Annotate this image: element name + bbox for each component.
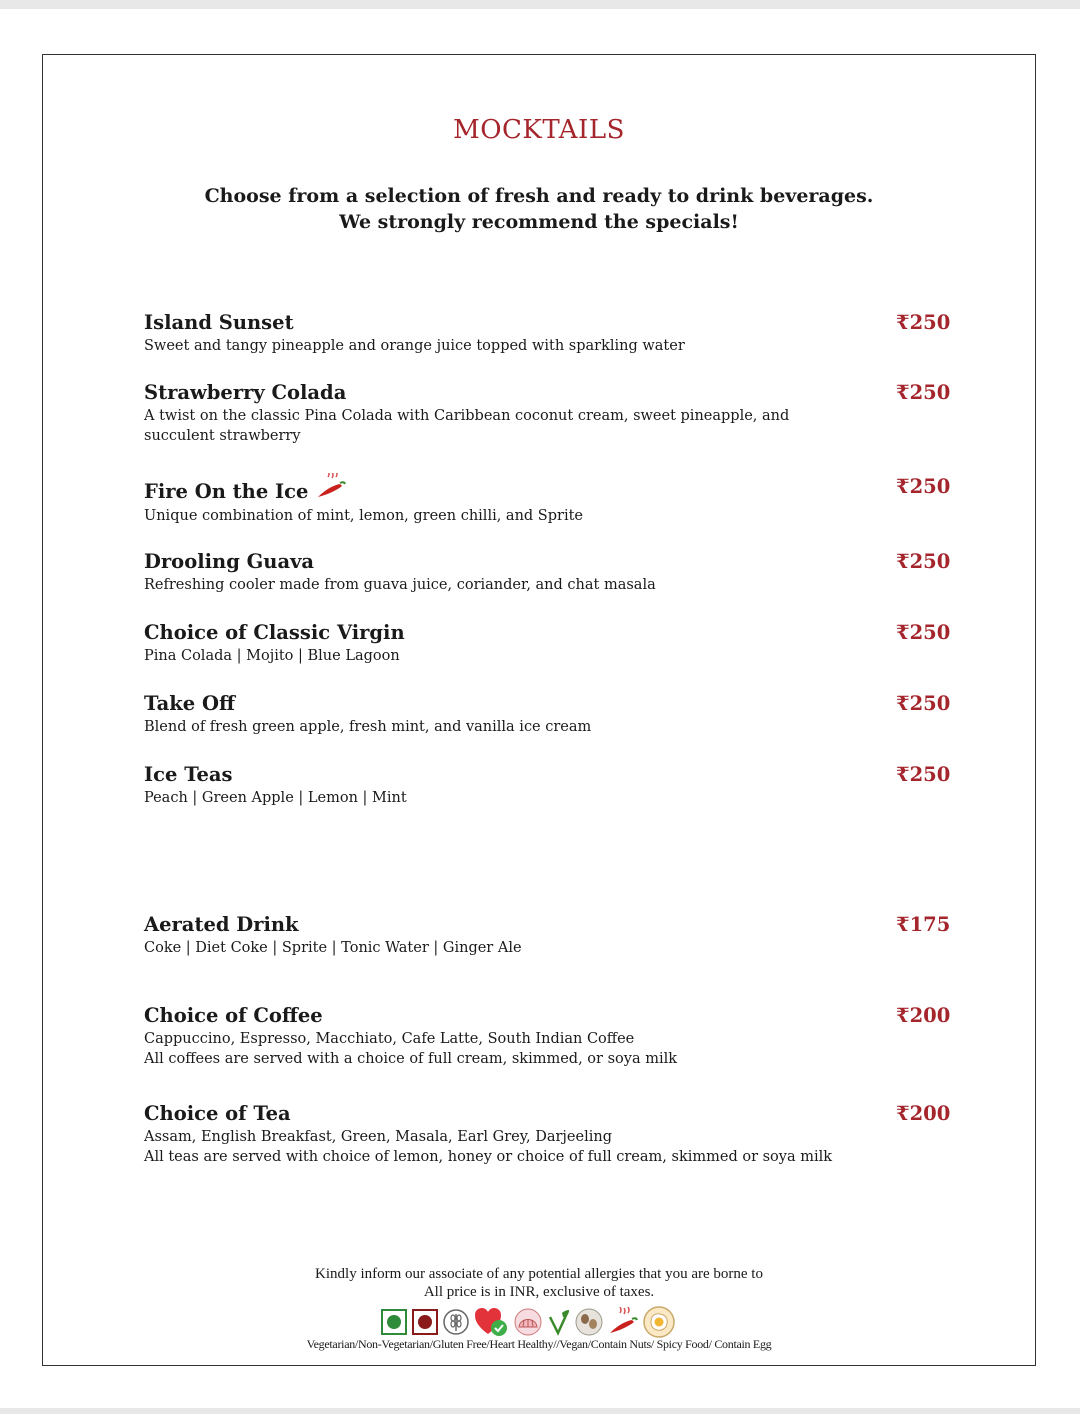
item-description: Assam, English Breakfast, Green, Masala, Earl Grey, Darjeeling All teas are served with choice of lemon, honey or choice of full cream, skimmed or soya milk — [144, 1129, 833, 1165]
item-description: Unique combination of mint, lemon, green chilli, and Sprite — [144, 508, 584, 524]
item-description: Peach | Green Apple | Lemon | Mint — [144, 790, 407, 806]
gluten-free-icon — [442, 1308, 470, 1336]
item-name: Ice Teas — [144, 763, 233, 786]
item-price: ₹200 — [896, 1102, 951, 1125]
top-edge — [0, 0, 1080, 9]
item-name: Take Off — [144, 692, 235, 715]
vegan-icon — [547, 1307, 571, 1337]
item-name: Fire On the Ice — [144, 479, 944, 505]
price-note: All price is in INR, exclusive of taxes. — [423, 1284, 655, 1300]
vegetarian-icon — [380, 1308, 408, 1336]
menu-item — [144, 913, 951, 958]
item-description: Pina Colada | Mojito | Blue Lagoon — [144, 648, 400, 664]
intro-text — [43, 183, 1035, 235]
page-title: MOCKTAILS — [453, 115, 625, 145]
contain-nuts-icon — [574, 1307, 604, 1337]
dietary-legend: Vegetarian/Non-Vegetarian/Gluten Free/Heart Healthy//Vegan/Contain Nuts/ Spicy Food/ Contain Egg — [306, 1337, 772, 1351]
item-price: ₹250 — [896, 311, 951, 334]
menu-item — [144, 550, 951, 595]
item-price: ₹250 — [896, 475, 951, 498]
menu-item — [144, 475, 951, 526]
item-name: Choice of Coffee — [144, 1004, 323, 1027]
menu-item — [144, 692, 951, 737]
item-description: Coke | Diet Coke | Sprite | Tonic Water | Ginger Ale — [144, 940, 522, 956]
spicy-chilli-icon — [314, 473, 348, 499]
allergy-note: Kindly inform our associate of any potential allergies that you are borne to — [315, 1266, 763, 1282]
item-price: ₹250 — [896, 381, 951, 404]
footer-note — [43, 1265, 1035, 1301]
intro-line-1: Choose from a selection of fresh and ready to drink beverages. — [204, 185, 874, 207]
item-name: Choice of Tea — [144, 1102, 291, 1125]
item-price: ₹200 — [896, 1004, 951, 1027]
item-name: Choice of Classic Virgin — [144, 621, 405, 644]
intro-line-2: We strongly recommend the specials! — [339, 211, 739, 233]
item-price: ₹175 — [896, 913, 951, 936]
item-price: ₹250 — [896, 550, 951, 573]
item-price: ₹250 — [896, 621, 951, 644]
item-description: Cappuccino, Espresso, Macchiato, Cafe Latte, South Indian Coffee All coffees are served with a choice of full cream, skimmed, or soya milk — [144, 1031, 678, 1067]
menu-item — [144, 1102, 951, 1167]
bottom-edge — [0, 1408, 1080, 1414]
shellfish-icon — [512, 1307, 544, 1337]
menu-item — [144, 763, 951, 808]
spicy-food-icon — [607, 1307, 639, 1337]
menu-item — [144, 311, 951, 356]
item-description: Sweet and tangy pineapple and orange juice topped with sparkling water — [144, 338, 685, 354]
contain-egg-icon — [642, 1305, 676, 1339]
menu-item — [144, 621, 951, 666]
menu-item — [144, 381, 951, 446]
item-name: Aerated Drink — [144, 913, 299, 936]
menu-page — [42, 54, 1036, 1366]
item-description: A twist on the classic Pina Colada with Caribbean coconut cream, sweet pineapple, and succulent strawberry — [144, 408, 790, 444]
heart-healthy-icon — [473, 1306, 509, 1338]
item-name: Strawberry Colada — [144, 381, 347, 404]
non-vegetarian-icon — [411, 1308, 439, 1336]
dietary-icon-row — [380, 1305, 679, 1339]
item-price: ₹250 — [896, 763, 951, 786]
item-name: Island Sunset — [144, 311, 294, 334]
item-description: Blend of fresh green apple, fresh mint, and vanilla ice cream — [144, 719, 592, 735]
item-description: Refreshing cooler made from guava juice, coriander, and chat masala — [144, 577, 656, 593]
menu-item — [144, 1004, 951, 1069]
item-price: ₹250 — [896, 692, 951, 715]
item-name: Drooling Guava — [144, 550, 315, 573]
